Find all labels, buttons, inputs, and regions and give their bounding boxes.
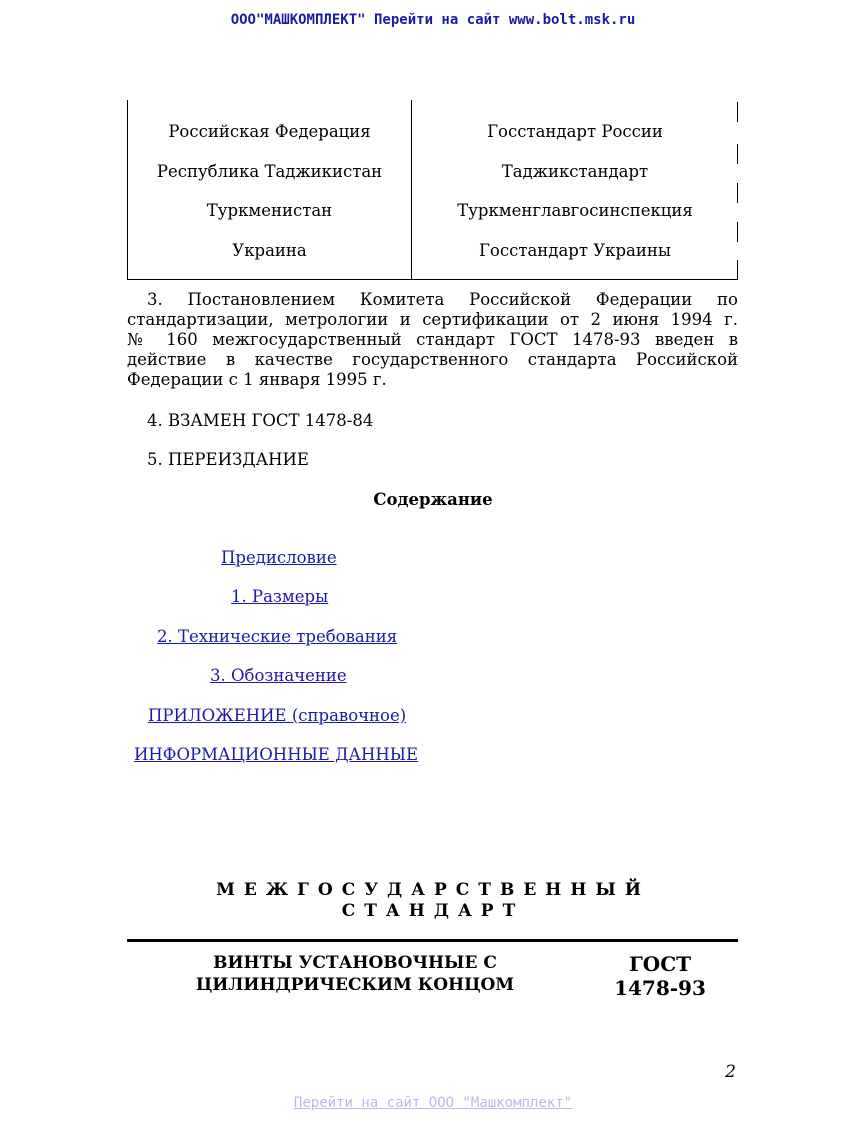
item-5: 5. ПЕРЕИЗДАНИЕ (147, 450, 309, 469)
standard-title-line: ВИНТЫ УСТАНОВОЧНЫЕ С (213, 953, 497, 973)
title-divider (127, 939, 738, 942)
paragraph-line: № 160 межгосударственный стандарт ГОСТ 1478-93 введен в (127, 330, 738, 349)
toc-link-information-data[interactable]: ИНФОРМАЦИОННЫЕ ДАННЫЕ (134, 745, 419, 764)
table-cell-country: Республика Таджикистан (156, 162, 383, 181)
table-cell-body: Госстандарт России (487, 122, 663, 141)
paragraph-line: действие в качестве государственного стандарта Российской (127, 350, 738, 369)
table-right-dash (737, 222, 738, 242)
table-right-dash (737, 102, 738, 122)
table-right-dash (737, 183, 738, 203)
table-bottom-border (127, 279, 738, 280)
paragraph-line: 3. Постановлением Комитета Российской Федерации по (147, 290, 738, 309)
paragraph-line: стандартизации, метрологии и сертификации от 2 июня 1994 г. (127, 310, 738, 329)
standard-title (180, 952, 530, 996)
paragraph-line: Федерации с 1 января 1995 г. (127, 370, 387, 389)
table-cell-body: Туркменглавгосинспекция (457, 201, 693, 220)
standard-code (590, 952, 730, 1000)
item-4: 4. ВЗАМЕН ГОСТ 1478-84 (147, 411, 374, 430)
standard-title-line: ЦИЛИНДРИЧЕСКИМ КОНЦОМ (195, 975, 515, 995)
standard-type-line1: МЕЖГОСУДАРСТВЕННЫЙ (216, 880, 650, 900)
table-right-dash (737, 260, 738, 280)
toc-link-preface[interactable]: Предисловие (221, 548, 337, 567)
table-cell-country: Туркменистан (206, 201, 333, 220)
table-cell-body: Таджикстандарт (501, 162, 649, 181)
standard-code-number: 1478-93 (614, 976, 706, 1000)
table-right-dash (737, 144, 738, 164)
paragraph-3 (127, 290, 738, 390)
standard-code-label: ГОСТ (628, 952, 692, 976)
toc-link-appendix[interactable]: ПРИЛОЖЕНИЕ (справочное) (148, 706, 407, 725)
toc-title: Содержание (373, 490, 493, 509)
table-cell-body: Госстандарт Украины (479, 241, 671, 260)
member-states-table (127, 100, 738, 280)
table-cell-country: Украина (232, 241, 307, 260)
toc-link-dimensions[interactable]: 1. Размеры (231, 587, 329, 606)
standard-type-line2: СТАНДАРТ (341, 901, 525, 921)
toc-link-technical-requirements[interactable]: 2. Технические требования (157, 627, 398, 646)
toc-link-designation[interactable]: 3. Обозначение (210, 666, 347, 685)
table-cell-country: Российская Федерация (168, 122, 371, 141)
footer-site-link[interactable]: Перейти на сайт ООО "Машкомплект" (293, 1095, 573, 1111)
header-site-link[interactable]: ООО"МАШКОМПЛЕКТ" Перейти на сайт www.bolt.msk.ru (230, 12, 636, 28)
page-number: 2 (725, 1062, 736, 1082)
